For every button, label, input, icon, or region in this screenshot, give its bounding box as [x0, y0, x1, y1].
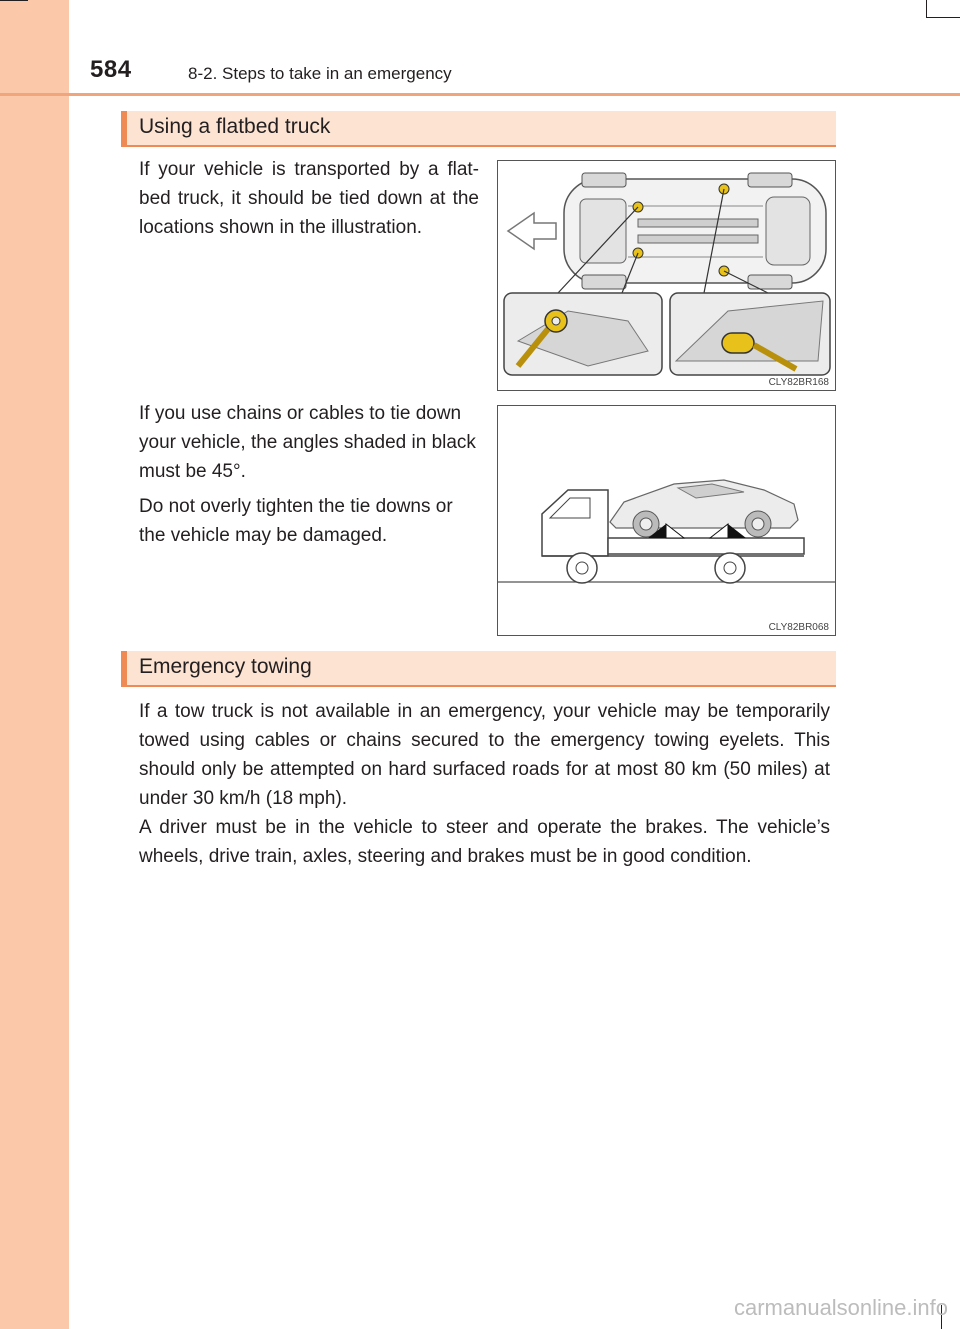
- page-number: 584: [90, 56, 132, 83]
- section-heading-text: Using a flatbed truck: [139, 115, 331, 138]
- paragraph-towing-conditions: If a tow truck is not available in an emergency, your vehicle may be temporarily towed using cables or chains secured to the emergency towing eyelets. This should only be attempted on hard surfaced roads for at most 80 km (50 miles) at under 30 km/h (18 mph).: [139, 701, 830, 809]
- flatbed-truck-illustration: [497, 405, 836, 636]
- section-heading-towing: [121, 651, 836, 687]
- front-direction-arrow-icon: [508, 213, 556, 249]
- side-tab-strip: [0, 0, 69, 1329]
- chapter-title: 8-2. Steps to take in an emergency: [188, 64, 452, 83]
- section-heading-text: Emergency towing: [139, 655, 312, 678]
- crop-mark: [0, 0, 28, 1]
- paragraph-driver-requirement: A driver must be in the vehicle to steer and operate the brakes. The vehicle’s wheels, drive train, axles, steering and brakes must be in good condition.: [139, 817, 830, 867]
- crop-mark: [926, 0, 927, 18]
- figure-code: CLY82BR168: [768, 377, 829, 388]
- car-underbody-diagram: [498, 161, 835, 390]
- watermark-text: carmanualsonline.info: [733, 1295, 948, 1320]
- crop-mark: [926, 17, 960, 18]
- figure-code: CLY82BR068: [768, 622, 829, 633]
- paragraph-tightening-warning: Do not overly tighten the tie downs or the vehicle may be damaged.: [139, 496, 453, 546]
- section-heading-flatbed: [121, 111, 836, 147]
- tie-down-locations-illustration: [497, 160, 836, 391]
- paragraph-chain-angle: If you use chains or cables to tie down your vehicle, the angles shaded in black must be 45°.: [139, 403, 476, 482]
- paragraph-flatbed-intro: If your vehicle is transported by a flat-bed truck, it should be tied down at the locations shown in the illustration.: [139, 159, 479, 238]
- header-rule: [0, 93, 960, 96]
- truck-bed: [608, 538, 804, 554]
- flatbed-truck-diagram: [498, 406, 835, 635]
